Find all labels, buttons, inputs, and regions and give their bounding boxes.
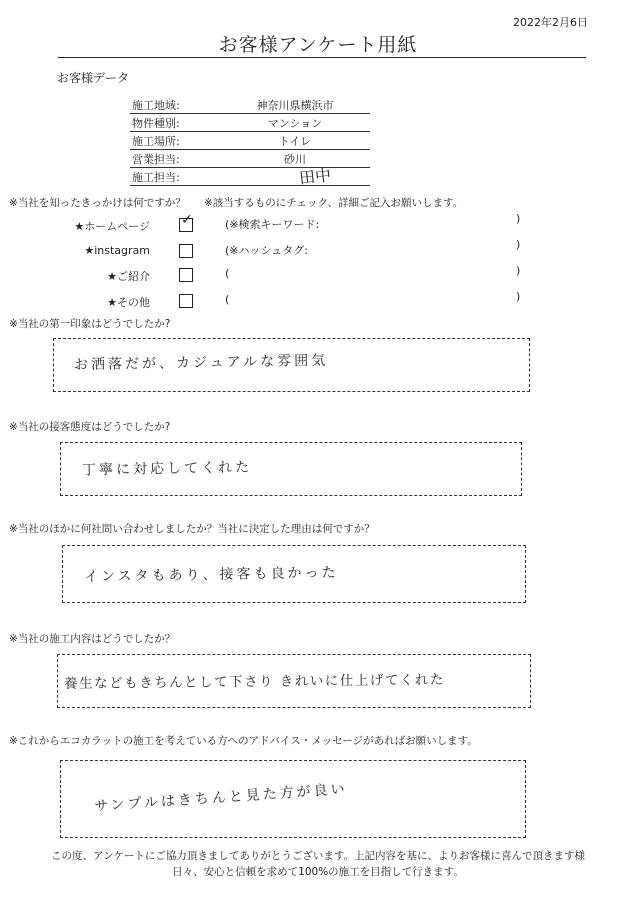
area-value: 神奈川県横浜市 [256, 99, 334, 112]
check-mark-icon: ✓ [181, 212, 193, 228]
option-referral-checkbox[interactable] [179, 268, 193, 282]
survey-date: 2022年2月6日 [513, 16, 588, 29]
q5-answer: 養生などもきちんとして下さり きれいに仕上げてくれた [63, 672, 445, 692]
info-row-place [130, 132, 370, 150]
q1-instruction: ※該当するものにチェック、詳細ご記入お願いします。 [204, 197, 464, 209]
sales-label: 営業担当: [132, 153, 180, 166]
option-referral-detail: ( [225, 267, 230, 280]
title-underline [58, 57, 586, 58]
q1-question: ※当社を知ったきっかけは何ですか？ [9, 197, 186, 209]
page-title: お客様アンケート用紙 [218, 34, 418, 56]
q2-question: ※当社の第一印象はどうでしたか? [9, 318, 171, 330]
q3-question: ※当社の接客態度はどうでしたか? [9, 421, 171, 433]
q6-question: ※これからエコカラットの施工を考えている方へのアドバイス・メッセージがあればお願いします。 [9, 735, 478, 747]
area-label: 施工地域: [132, 99, 180, 112]
option-referral-close: ) [516, 264, 521, 277]
option-other-checkbox[interactable] [179, 294, 193, 308]
option-other-label: ★その他 [107, 296, 150, 309]
type-label: 物件種別: [132, 117, 180, 130]
place-label: 施工場所: [132, 135, 180, 148]
customer-data-heading: お客様データ [57, 71, 130, 85]
footer-line-2: 日々、安心と信頼を求めて100%の施工を目指して行きます。 [172, 866, 464, 878]
q6-answer: サンプルはきちんと見た方が良い [93, 781, 349, 815]
q3-answer: 丁寧に対応してくれた [81, 459, 253, 479]
type-value: マンション [267, 117, 323, 130]
place-value: トイレ [278, 135, 312, 148]
option-instagram-close: ) [516, 238, 521, 251]
q4-question: ※当社のほかに何社問い合わせしましたか？当社に決定した理由は何ですか？ [9, 523, 375, 535]
option-homepage-close: ) [516, 212, 521, 225]
option-instagram-checkbox[interactable] [179, 244, 193, 258]
builder-value: 田中 [298, 165, 333, 188]
info-row-sales [130, 150, 370, 168]
option-homepage-checkbox[interactable] [179, 212, 193, 232]
q2-answer: お洒落だが、カジュアルな雰囲気 [73, 352, 329, 374]
option-other-detail: ( [225, 293, 230, 306]
info-row-type [130, 114, 370, 132]
option-homepage-label: ★ホームページ [74, 220, 150, 233]
builder-label: 施工担当: [132, 171, 180, 184]
option-instagram-label: ★instagram [84, 244, 150, 257]
info-row-builder [130, 165, 370, 188]
q5-question: ※当社の施工内容はどうでしたか？ [9, 633, 176, 645]
q4-answer: インスタもあり、接客も良かった [83, 564, 339, 586]
option-instagram-detail: (※ハッシュタグ: [225, 244, 308, 257]
option-homepage-detail: (※検索キーワード: [225, 218, 320, 231]
footer-line-1: この度、アンケートにご協力頂きましてありがとうございます。上記内容を基に、よりお客様に喜んで頂きます様 [50, 850, 586, 862]
option-referral-label: ★ご紹介 [107, 270, 150, 283]
info-row-area [130, 96, 370, 114]
sales-value: 砂川 [284, 153, 306, 166]
option-other-close: ) [516, 290, 521, 303]
